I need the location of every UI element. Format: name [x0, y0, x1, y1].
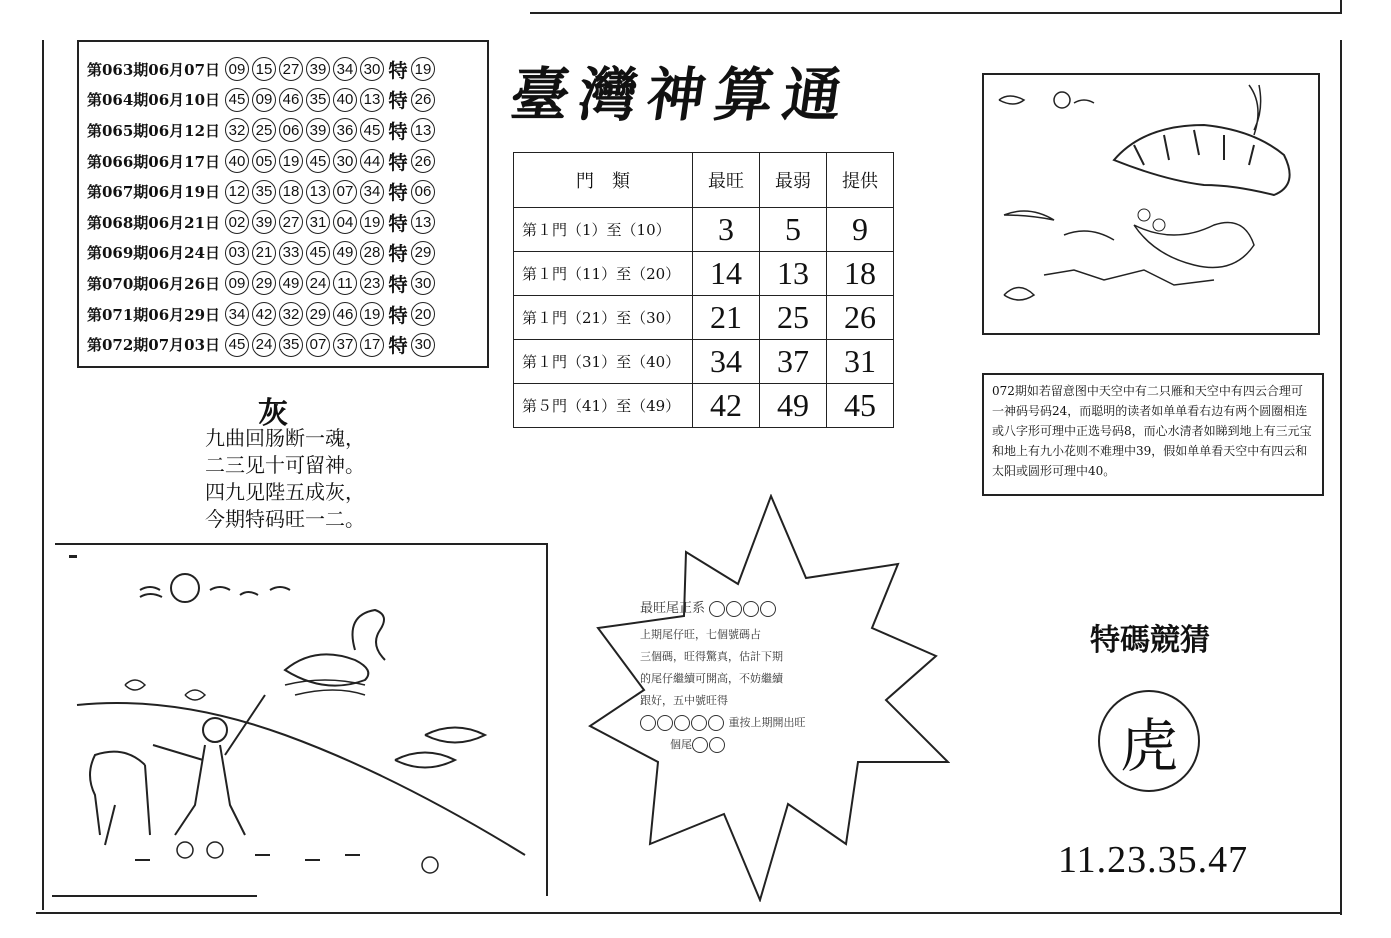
row-label: 第１門（11）至（20） — [514, 252, 693, 296]
number-ball: 27 — [279, 210, 303, 234]
row-label: 第１門（1）至（10） — [514, 208, 693, 252]
number-ball: 45 — [225, 88, 249, 112]
history-row — [87, 207, 487, 238]
number-ball: 45 — [306, 149, 330, 173]
number-ball: 18 — [279, 180, 303, 204]
cell-value: 34 — [693, 340, 760, 384]
number-ball: 17 — [360, 333, 384, 357]
number-ball: 09 — [225, 57, 249, 81]
history-row — [87, 115, 487, 146]
history-date-label: 第070期06月26日 — [87, 274, 221, 293]
number-ball: 39 — [252, 210, 276, 234]
cell-value: 49 — [760, 384, 827, 428]
table-row — [514, 208, 894, 252]
cell-value: 25 — [760, 296, 827, 340]
cell-value: 37 — [760, 340, 827, 384]
header-weakest: 最弱 — [760, 153, 827, 208]
number-ball: 32 — [225, 118, 249, 142]
poem-line: 九曲回肠断一魂， — [205, 426, 365, 450]
special-mark: 特 — [388, 335, 408, 358]
special-number-ball: 13 — [411, 210, 435, 234]
starburst-balls — [709, 601, 777, 616]
number-ball: 35 — [252, 180, 276, 204]
history-row — [87, 238, 487, 269]
table-header-row — [514, 153, 894, 208]
number-ball: 19 — [279, 149, 303, 173]
cell-value: 18 — [827, 252, 894, 296]
shepherd-illustration-frame — [55, 543, 548, 896]
number-ball: 40 — [225, 149, 249, 173]
cell-value: 3 — [693, 208, 760, 252]
cell-value: 45 — [827, 384, 894, 428]
number-ball: 24 — [252, 333, 276, 357]
number-ball: 19 — [360, 302, 384, 326]
number-ball: 45 — [306, 241, 330, 265]
frame-bottom-line — [36, 912, 1342, 914]
number-ball: 30 — [333, 149, 357, 173]
header-provided: 提供 — [827, 153, 894, 208]
number-ball: 27 — [279, 57, 303, 81]
special-guess-label: 特碼競猜 — [1090, 623, 1210, 658]
number-ball: 46 — [333, 302, 357, 326]
number-ball: 49 — [333, 241, 357, 265]
table-row — [514, 296, 894, 340]
history-row — [87, 176, 487, 207]
number-ball: 45 — [225, 333, 249, 357]
number-ball: 34 — [333, 57, 357, 81]
number-ball: 25 — [252, 118, 276, 142]
number-ball: 13 — [360, 88, 384, 112]
special-mark: 特 — [388, 304, 408, 327]
history-date-label: 第069期06月24日 — [87, 244, 221, 263]
special-mark: 特 — [388, 120, 408, 143]
cell-value: 31 — [827, 340, 894, 384]
starburst-heading-text: 最旺尾正系 — [640, 601, 706, 616]
special-number-ball: 13 — [411, 118, 435, 142]
history-row — [87, 268, 487, 299]
poem-line: 四九见陛五成灰， — [205, 480, 365, 504]
cell-value: 9 — [827, 208, 894, 252]
history-date-label: 第065期06月12日 — [87, 121, 221, 140]
number-ball: 33 — [279, 241, 303, 265]
number-ball: 35 — [306, 88, 330, 112]
number-ball: 23 — [360, 271, 384, 295]
cell-value: 26 — [827, 296, 894, 340]
special-number-ball: 06 — [411, 180, 435, 204]
number-ball: 34 — [225, 302, 249, 326]
cell-value: 21 — [693, 296, 760, 340]
tiger-illustration — [984, 75, 1318, 333]
special-mark: 特 — [388, 212, 408, 235]
number-ball: 31 — [306, 210, 330, 234]
number-ball: 29 — [306, 302, 330, 326]
number-ball: 24 — [306, 271, 330, 295]
range-table — [513, 152, 894, 428]
history-row — [87, 54, 487, 85]
guess-numbers: 11.23.35.47 — [1058, 839, 1249, 881]
draw-history-box — [77, 40, 489, 368]
number-ball: 30 — [360, 57, 384, 81]
row-label: 第１門（31）至（40） — [514, 340, 693, 384]
number-ball: 29 — [252, 271, 276, 295]
zodiac-circle: 虎 — [1098, 690, 1200, 792]
starburst-line: 跟好，五中號旺得 — [640, 694, 728, 707]
number-ball: 49 — [279, 271, 303, 295]
number-ball: 21 — [252, 241, 276, 265]
number-ball: 05 — [252, 149, 276, 173]
starburst-footer — [640, 712, 880, 734]
history-date-label: 第063期06月07日 — [87, 60, 221, 79]
frame-left-line — [42, 40, 44, 910]
number-ball: 35 — [279, 333, 303, 357]
number-ball: 12 — [225, 180, 249, 204]
page-title: 臺灣神算通 — [506, 61, 857, 129]
special-number-ball: 26 — [411, 88, 435, 112]
frame-right-line — [1340, 40, 1342, 915]
starburst-text — [640, 598, 880, 756]
number-ball: 06 — [279, 118, 303, 142]
header-category: 門 類 — [514, 153, 693, 208]
cell-value: 13 — [760, 252, 827, 296]
hint-text-box: 072期如若留意图中天空中有二只雁和天空中有四云合理可一神码号码24，而聪明的读者如单单看右边有两个圆圈相连或八字形可理中正选号码8，而心水清者如睇到地上有三元宝和地上有九小花则不难理中39，假如单单看天空中有四云和太阳或圆形可理中40。 — [982, 373, 1324, 496]
starburst-footer-b: 個尾 — [670, 738, 692, 751]
starburst-line: 上期尾仔旺，七個號碼占 — [640, 628, 761, 641]
table-row — [514, 340, 894, 384]
illustration-bottom-line — [52, 895, 257, 897]
starburst-line: 三個碼，旺得驚真，估計下期 — [640, 650, 783, 663]
special-mark: 特 — [388, 151, 408, 174]
number-ball: 07 — [333, 180, 357, 204]
history-row — [87, 85, 487, 116]
history-date-label: 第064期06月10日 — [87, 91, 221, 110]
special-number-ball: 26 — [411, 149, 435, 173]
number-ball: 07 — [306, 333, 330, 357]
history-row — [87, 146, 487, 177]
number-ball: 36 — [333, 118, 357, 142]
cell-value: 42 — [693, 384, 760, 428]
number-ball: 44 — [360, 149, 384, 173]
poem-title: 灰 — [258, 396, 288, 431]
number-ball: 39 — [306, 118, 330, 142]
history-date-label: 第067期06月19日 — [87, 183, 221, 202]
history-date-label: 第066期06月17日 — [87, 152, 221, 171]
number-ball: 37 — [333, 333, 357, 357]
starburst-footer-a: 重按上期開出旺 — [728, 716, 806, 729]
history-date-label: 第072期07月03日 — [87, 336, 221, 355]
row-label: 第１門（21）至（30） — [514, 296, 693, 340]
header-hottest: 最旺 — [693, 153, 760, 208]
history-row — [87, 299, 487, 330]
number-ball: 09 — [252, 88, 276, 112]
starburst-heading — [640, 598, 880, 620]
special-mark: 特 — [388, 59, 408, 82]
number-ball: 15 — [252, 57, 276, 81]
number-ball: 45 — [360, 118, 384, 142]
table-row — [514, 384, 894, 428]
tiger-illustration-frame — [982, 73, 1320, 335]
number-ball: 04 — [333, 210, 357, 234]
special-mark: 特 — [388, 182, 408, 205]
history-row — [87, 329, 487, 360]
history-date-label: 第068期06月21日 — [87, 213, 221, 232]
special-number-ball: 19 — [411, 57, 435, 81]
special-number-ball: 30 — [411, 333, 435, 357]
shepherd-illustration — [55, 545, 546, 896]
special-number-ball: 20 — [411, 302, 435, 326]
special-mark: 特 — [388, 243, 408, 266]
poem-line: 今期特码旺一二。 — [205, 507, 365, 531]
number-ball: 46 — [279, 88, 303, 112]
poem-line: 二三见十可留神。 — [205, 453, 365, 477]
cell-value: 5 — [760, 208, 827, 252]
special-number-ball: 30 — [411, 271, 435, 295]
number-ball: 13 — [306, 180, 330, 204]
number-ball: 34 — [360, 180, 384, 204]
table-row — [514, 252, 894, 296]
number-ball: 03 — [225, 241, 249, 265]
cell-value: 14 — [693, 252, 760, 296]
top-border — [530, 0, 1342, 14]
number-ball: 40 — [333, 88, 357, 112]
number-ball: 09 — [225, 271, 249, 295]
number-ball: 28 — [360, 241, 384, 265]
number-ball: 02 — [225, 210, 249, 234]
number-ball: 11 — [333, 271, 357, 295]
row-label: 第５門（41）至（49） — [514, 384, 693, 428]
special-mark: 特 — [388, 273, 408, 296]
starburst-footer-line — [640, 734, 880, 756]
number-ball: 32 — [279, 302, 303, 326]
number-ball: 39 — [306, 57, 330, 81]
special-number-ball: 29 — [411, 241, 435, 265]
number-ball: 19 — [360, 210, 384, 234]
history-date-label: 第071期06月29日 — [87, 305, 221, 324]
starburst-line: 的尾仔繼續可開高，不妨繼續 — [640, 672, 783, 685]
special-mark: 特 — [388, 90, 408, 113]
number-ball: 42 — [252, 302, 276, 326]
poem-body — [205, 425, 365, 533]
